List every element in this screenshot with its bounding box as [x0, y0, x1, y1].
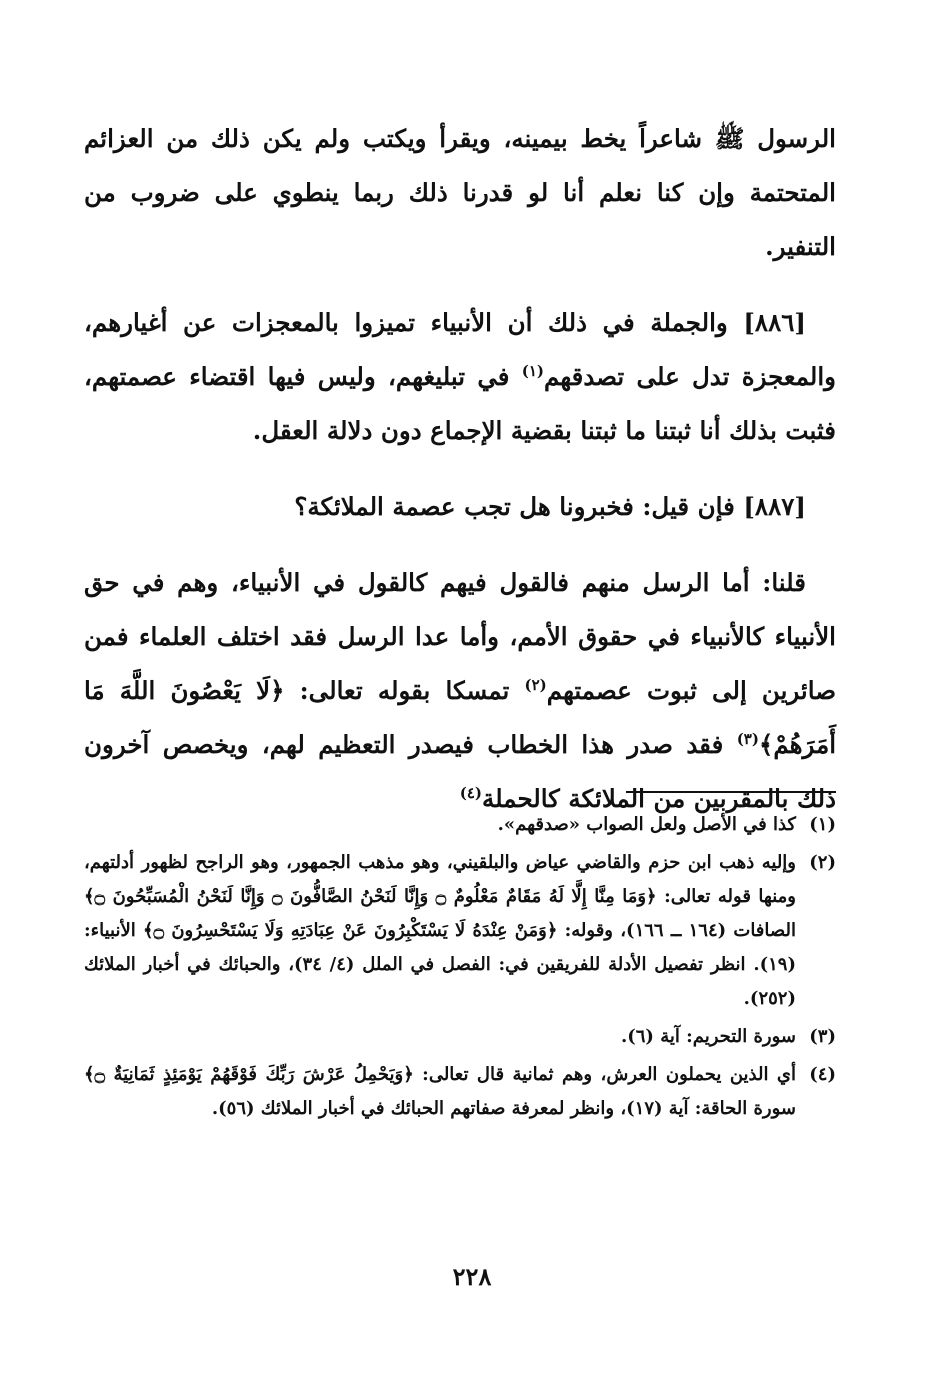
- paragraph-886-text-b: في تبليغهم، وليس فيها اقتضاء عصمتهم، فثبت بذلك أنا ثبتنا ما ثبتنا بقضية الإجماع دون دلالة العقل.: [84, 362, 836, 445]
- footnote-number: (٢): [809, 852, 836, 873]
- footnotes: [84, 808, 836, 1130]
- footnote-number: (٤): [809, 1064, 836, 1085]
- footnote-4: [84, 1058, 836, 1126]
- footnote-text: أي الذين يحملون العرش، وهم ثمانية قال تعالى: ﴿وَيَحْمِلُ عَرْشَ رَبِّكَ فَوْقَهُمْ يَوْمَئِذٍ ثَمَانِيَةٌ ۝﴾ سورة الحاقة: آية (١٧)، وانظر لمعرفة صفاتهم الحبائك في أخبار الملائك (٥٦).: [84, 1064, 796, 1119]
- paragraph-887: [٨٨٧] فإن قيل: فخبرونا هل تجب عصمة الملائكة؟: [294, 492, 806, 521]
- paragraph-886: [84, 296, 836, 458]
- footnote-text: كذا في الأصل ولعل الصواب «صدقهم».: [497, 814, 796, 835]
- paragraph-1: الرسول ﷺ شاعراً يخط بيمينه، ويقرأ ويكتب ولم يكن ذلك من العزائم المتحتمة وإن كنا نعلم أنا لو قدرنا ذلك ربما ينطوي على ضروب من التنفير.: [84, 124, 836, 261]
- footnote-text: وإليه ذهب ابن حزم والقاضي عياض والبلقيني، وهو مذهب الجمهور، وهو الراجح لظهور أدلتهم، ومنها قوله تعالى: ﴿وَمَا مِنَّا إِلَّا لَهُ مَقَامٌ مَعْلُومٌ ۝ وَإِنَّا لَنَحْنُ الصَّافُّونَ ۝ وَإِنَّا لَنَحْنُ الْمُسَبِّحُونَ ۝﴾ الصافات (١٦٤ ــ ١٦٦)، وقوله: ﴿وَمَنْ عِنْدَهُ لَا يَسْتَكْبِرُونَ عَنْ عِبَادَتِهِ وَلَا يَسْتَحْسِرُونَ ۝﴾ الأنبياء: (١٩). انظر تفصيل الأدلة للفريقين في: الفصل في الملل (٤/ ٣٤)، والحبائك في أخبار الملائك (٢٥٢).: [84, 852, 797, 1009]
- footnote-separator: [626, 791, 836, 793]
- main-text: [84, 112, 836, 848]
- answer-text-b: تمسكا بقوله تعالى: ﴿لَا يَعْصُونَ اللَّهَ مَا أَمَرَهُمْ﴾: [84, 676, 836, 759]
- footnote-ref-3: (٣): [736, 729, 759, 748]
- footnote-number: (١): [809, 814, 836, 835]
- footnote-number: (٣): [809, 1026, 836, 1047]
- paragraph-886-text-a: [٨٨٦] والجملة في ذلك أن الأنبياء تميزوا بالمعجزات عن أغيارهم، والمعجزة تدل على تصدقهم: [84, 308, 836, 391]
- answer-text-a: قلنا: أما الرسل منهم فالقول فيهم كالقول في الأنبياء، وهم في حق الأنبياء كالأنبياء في حقوق الأمم، وأما عدا الرسل فقد اختلف العلماء فمن صائرين إلى ثبوت عصمتهم: [84, 568, 836, 705]
- footnote-ref-4: (٤): [459, 783, 483, 802]
- footnote-ref-1: (١): [521, 361, 545, 380]
- answer-text-c: فقد صدر هذا الخطاب فيصدر التعظيم لهم، ويخصص آخرون ذلك بالمقربين من الملائكة كالحملة: [84, 730, 836, 813]
- footnote-2: [84, 846, 836, 1016]
- footnote-ref-2: (٢): [524, 675, 547, 694]
- footnote-3: [84, 1020, 836, 1054]
- footnote-text: سورة التحريم: آية (٦).: [620, 1026, 796, 1047]
- page-number: ٢٢٨: [452, 1262, 492, 1291]
- footnote-1: [84, 808, 836, 842]
- paragraph-answer: [84, 556, 836, 826]
